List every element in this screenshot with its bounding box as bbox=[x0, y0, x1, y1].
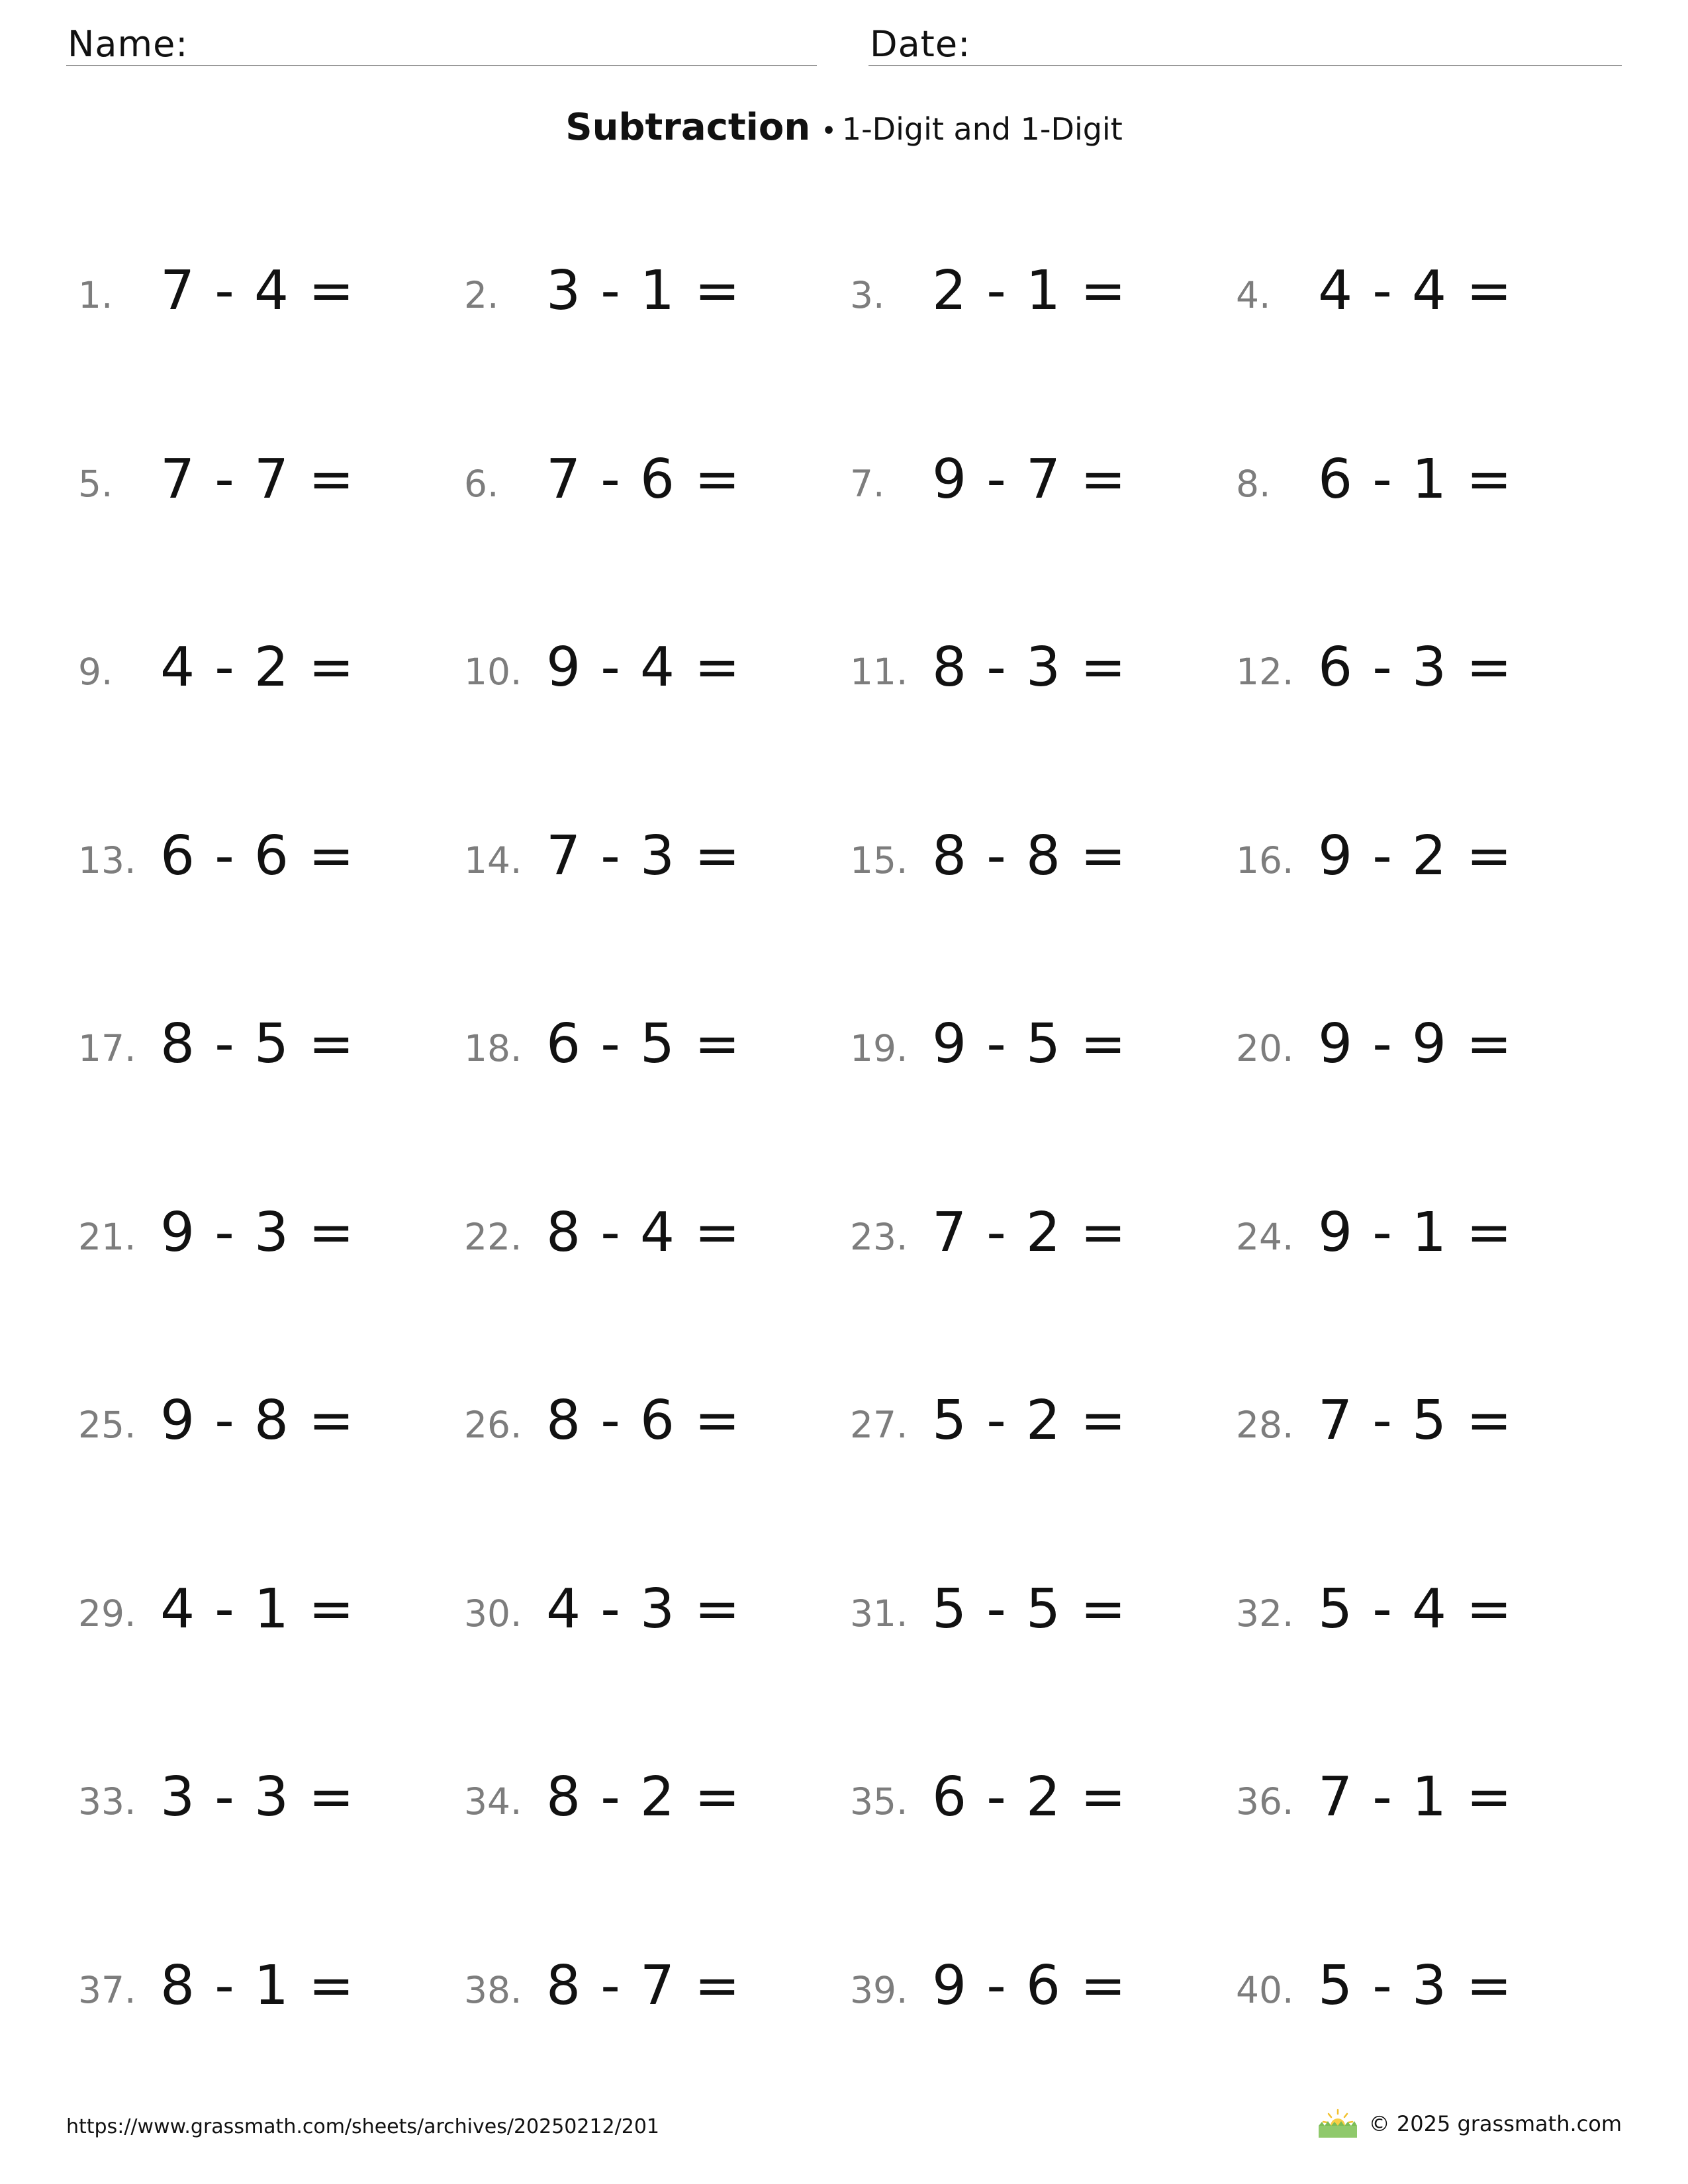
problem-number: 1. bbox=[78, 274, 113, 316]
problem-expression: 6 - 5 = bbox=[546, 1013, 741, 1075]
problem-expression: 6 - 6 = bbox=[160, 824, 355, 887]
problem-expression: 8 - 7 = bbox=[546, 1954, 741, 2017]
footer-url: https://www.grassmath.com/sheets/archives/20250212/201 bbox=[66, 2115, 660, 2138]
problem-number: 28. bbox=[1236, 1404, 1294, 1446]
problem-number: 2. bbox=[464, 274, 499, 316]
problem-expression: 3 - 3 = bbox=[160, 1766, 355, 1829]
problem-expression: 2 - 1 = bbox=[932, 259, 1127, 322]
problem-number: 40. bbox=[1236, 1968, 1294, 2011]
problem-expression: 8 - 8 = bbox=[932, 824, 1127, 887]
problem-number: 17. bbox=[78, 1027, 136, 1069]
problem-number: 25. bbox=[78, 1404, 136, 1446]
problem-expression: 7 - 1 = bbox=[1318, 1766, 1513, 1829]
problem-number: 35. bbox=[850, 1780, 908, 1823]
footer-brand bbox=[1316, 2107, 1622, 2140]
problem-expression: 7 - 5 = bbox=[1318, 1389, 1513, 1452]
problem-expression: 7 - 6 = bbox=[546, 447, 741, 511]
footer-copyright: © 2025 grassmath.com bbox=[1368, 2111, 1622, 2136]
problem-number: 12. bbox=[1236, 651, 1294, 693]
problem-expression: 5 - 4 = bbox=[1318, 1577, 1513, 1641]
problem-expression: 6 - 2 = bbox=[932, 1766, 1127, 1829]
problem-expression: 9 - 5 = bbox=[932, 1013, 1127, 1075]
problem-expression: 7 - 3 = bbox=[546, 824, 741, 887]
problem-expression: 5 - 2 = bbox=[932, 1389, 1127, 1452]
problem-expression: 9 - 7 = bbox=[932, 447, 1127, 511]
problem-number: 37. bbox=[78, 1968, 136, 2011]
problem-number: 30. bbox=[464, 1592, 522, 1635]
problem-number: 7. bbox=[850, 462, 885, 505]
problem-expression: 5 - 5 = bbox=[932, 1577, 1127, 1641]
date-label: Date: bbox=[870, 23, 971, 65]
problem-number: 39. bbox=[850, 1968, 908, 2011]
grass-sun-logo-icon bbox=[1316, 2109, 1360, 2139]
problem-number: 3. bbox=[850, 274, 885, 316]
problem-number: 16. bbox=[1236, 839, 1294, 882]
title-separator: • bbox=[821, 116, 837, 146]
problem-expression: 9 - 4 = bbox=[546, 636, 741, 699]
problem-number: 23. bbox=[850, 1215, 908, 1258]
problem-number: 36. bbox=[1236, 1780, 1294, 1823]
problem-expression: 6 - 3 = bbox=[1318, 636, 1513, 699]
problem-expression: 4 - 1 = bbox=[160, 1577, 355, 1641]
problem-expression: 3 - 1 = bbox=[546, 259, 741, 322]
problem-number: 31. bbox=[850, 1592, 908, 1635]
problem-number: 15. bbox=[850, 839, 908, 882]
problem-expression: 9 - 3 = bbox=[160, 1201, 355, 1264]
problem-number: 10. bbox=[464, 651, 522, 693]
problem-number: 11. bbox=[850, 651, 908, 693]
problem-expression: 9 - 2 = bbox=[1318, 824, 1513, 887]
problem-number: 32. bbox=[1236, 1592, 1294, 1635]
problem-number: 14. bbox=[464, 839, 522, 882]
problem-expression: 5 - 3 = bbox=[1318, 1954, 1513, 2017]
problem-expression: 7 - 4 = bbox=[160, 259, 355, 322]
problem-number: 21. bbox=[78, 1215, 136, 1258]
problem-expression: 4 - 2 = bbox=[160, 636, 355, 699]
problem-number: 18. bbox=[464, 1027, 522, 1069]
problem-number: 24. bbox=[1236, 1215, 1294, 1258]
problem-number: 27. bbox=[850, 1404, 908, 1446]
problem-expression: 8 - 2 = bbox=[546, 1766, 741, 1829]
problem-number: 8. bbox=[1236, 462, 1271, 505]
problem-number: 13. bbox=[78, 839, 136, 882]
problem-number: 29. bbox=[78, 1592, 136, 1635]
problem-expression: 7 - 7 = bbox=[160, 447, 355, 511]
problem-number: 9. bbox=[78, 651, 113, 693]
problem-expression: 9 - 9 = bbox=[1318, 1013, 1513, 1075]
problem-number: 19. bbox=[850, 1027, 908, 1069]
problem-expression: 9 - 1 = bbox=[1318, 1201, 1513, 1264]
problem-expression: 8 - 4 = bbox=[546, 1201, 741, 1264]
problem-expression: 9 - 6 = bbox=[932, 1954, 1127, 2017]
problem-number: 4. bbox=[1236, 274, 1271, 316]
problem-expression: 9 - 8 = bbox=[160, 1389, 355, 1452]
title-main: Subtraction bbox=[565, 106, 811, 149]
problem-number: 22. bbox=[464, 1215, 522, 1258]
problem-expression: 8 - 6 = bbox=[546, 1389, 741, 1452]
problem-number: 33. bbox=[78, 1780, 136, 1823]
problem-number: 5. bbox=[78, 462, 113, 505]
problem-number: 34. bbox=[464, 1780, 522, 1823]
problem-expression: 8 - 5 = bbox=[160, 1013, 355, 1075]
problem-number: 20. bbox=[1236, 1027, 1294, 1069]
problem-expression: 6 - 1 = bbox=[1318, 447, 1513, 511]
problem-number: 26. bbox=[464, 1404, 522, 1446]
problem-expression: 4 - 3 = bbox=[546, 1577, 741, 1641]
problem-expression: 8 - 1 = bbox=[160, 1954, 355, 2017]
name-label: Name: bbox=[68, 23, 189, 65]
problem-expression: 7 - 2 = bbox=[932, 1201, 1127, 1264]
problem-number: 6. bbox=[464, 462, 499, 505]
problem-number: 38. bbox=[464, 1968, 522, 2011]
title-subtitle: 1-Digit and 1-Digit bbox=[841, 111, 1123, 147]
problem-expression: 8 - 3 = bbox=[932, 636, 1127, 699]
problem-expression: 4 - 4 = bbox=[1318, 259, 1513, 322]
